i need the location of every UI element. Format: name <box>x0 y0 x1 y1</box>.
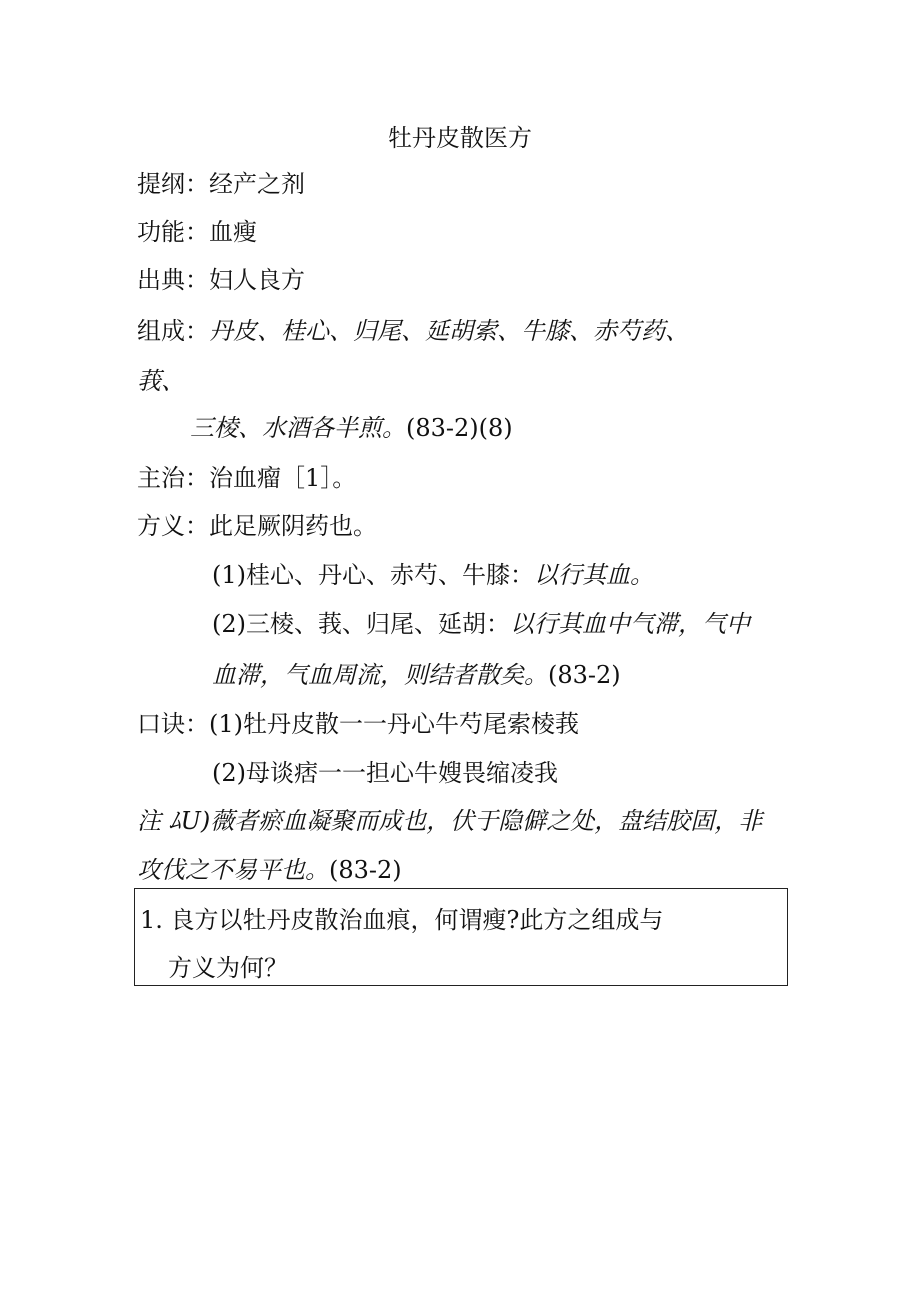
page-title: 牡丹皮散医方 <box>388 124 532 152</box>
source-value: 妇人良方 <box>209 266 305 294</box>
mnemonic-line-2: (2)母谈痞一一担心牛嫂畏缩凌我 <box>212 759 558 787</box>
question-box <box>134 888 788 986</box>
function-label: 功能： <box>137 218 209 246</box>
meaning-item-2-continuation <box>212 660 621 690</box>
composition-label: 组成： <box>137 317 209 345</box>
mnemonic-row <box>137 709 579 739</box>
composition-line3 <box>190 413 513 443</box>
question-line-2: 方义为何？ <box>168 954 288 982</box>
meaning-item-1 <box>212 560 654 590</box>
function-row <box>137 217 257 247</box>
composition-continuation: 莪、 <box>137 367 185 395</box>
composition-preparation: 三棱、水酒各半煎。 <box>190 414 406 442</box>
meaning-row <box>137 511 377 541</box>
meaning-label: 方义： <box>137 512 209 540</box>
source-row <box>137 265 305 295</box>
outline-row <box>137 169 305 199</box>
composition-herbs: 丹皮、桂心、归尾、延胡索、牛膝、赤芍药、 <box>209 317 689 345</box>
composition-reference: (83-2)(8) <box>406 414 513 442</box>
note-line-1: 注 ﾑU)薇者瘀血凝聚而成也，伏于隐僻之处，盘结胶固，非 <box>137 807 763 835</box>
function-value: 血瘦 <box>209 218 257 246</box>
indication-label: 主治： <box>137 464 209 492</box>
composition-row <box>137 316 689 346</box>
mnemonic-line-1: (1)牡丹皮散一一丹心牛芍尾索棱莪 <box>209 710 579 738</box>
outline-label: 提纲： <box>137 170 209 198</box>
meaning-item-2-reference: (83-2) <box>548 661 621 689</box>
meaning-item-1-effect: 以行其血。 <box>534 561 654 589</box>
note-reference: (83-2) <box>329 856 402 884</box>
outline-value: 经产之剂 <box>209 170 305 198</box>
note-line-2 <box>137 855 402 885</box>
meaning-value: 此足厥阴药也。 <box>209 512 377 540</box>
note-text: 攻伐之不易平也。 <box>137 856 329 884</box>
indication-value: 治血瘤［1］。 <box>209 464 357 492</box>
source-label: 出典： <box>137 266 209 294</box>
question-line-1: 1. 良方以牡丹皮散治血痕，何谓瘦?此方之组成与 <box>140 906 664 934</box>
meaning-item-2 <box>212 609 750 639</box>
meaning-item-1-herbs: (1)桂心、丹心、赤芍、牛膝： <box>212 561 534 589</box>
mnemonic-label: 口诀： <box>137 710 209 738</box>
meaning-item-2-herbs: (2)三棱、莪、归尾、延胡： <box>212 610 510 638</box>
meaning-item-2-effect: 以行其血中气滞，气中 <box>510 610 750 638</box>
meaning-item-2-effect-cont: 血滞，气血周流，则结者散矣。 <box>212 661 548 689</box>
indication-row <box>137 463 356 493</box>
